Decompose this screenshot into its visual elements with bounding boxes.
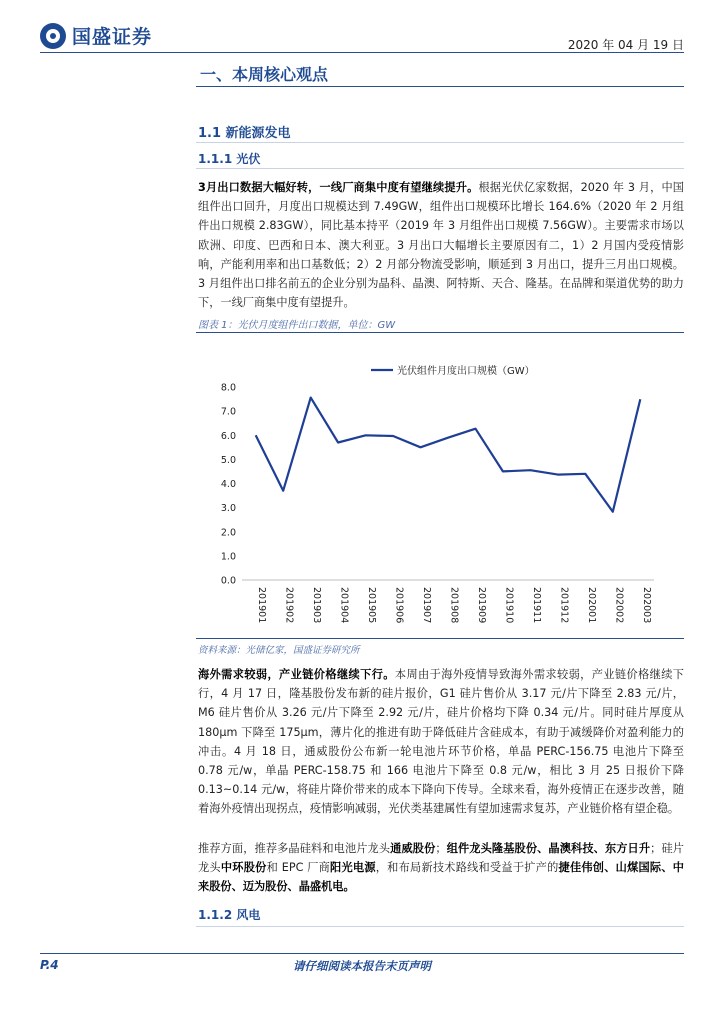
x-tick-label: 202002	[613, 587, 625, 624]
figure-source: 资料来源：光储亿家，国盛证券研究所	[198, 645, 360, 656]
x-tick-label: 201905	[366, 587, 378, 624]
y-tick-label: 3.0	[220, 503, 236, 515]
paragraph-recommendation	[198, 839, 684, 897]
y-tick-label: 8.0	[220, 382, 236, 394]
paragraph-export-body: 根据光伏亿家数据，2020 年 3 月，中国组件出口回升，月度出口规模达到 7.49GW，组件出口规模环比增长 164.6%（2020 年 2 月组件出口规模 2.83GW），同比基本持平（2019 年 3 月组件出口规模 7.56GW）。主要需求市场以欧洲、印度、巴西和日本、澳大利亚。3 月出口大幅增长主要原因有二，1）2 月国内受疫情影响，产能利用率和出口基数低；2）2 月部分物流受影响，顺延到 3 月出口，提升三月出口规模。3 月组件出口排名前五的企业分别为晶科、晶澳、阿特斯、天合、隆基。在品牌和渠道优势的助力下，一线厂商集中度有望提升。	[198, 181, 684, 310]
subsubsection-divider-wind	[196, 926, 684, 927]
x-tick-label: 201904	[338, 587, 350, 624]
rec-text-2: ；	[435, 842, 447, 855]
y-tick-label: 2.0	[220, 527, 236, 539]
subsubsection-title-pv: 1.1.1 光伏	[198, 152, 261, 166]
logo-text: 国盛证券	[72, 26, 153, 48]
report-date: 2020 年 04 月 19 日	[567, 38, 684, 52]
figure-title: 图表 1：光伏月度组件出口数据，单位：GW	[198, 320, 396, 331]
chart-legend	[371, 364, 535, 377]
y-tick-label: 4.0	[220, 479, 236, 490]
x-tick-label: 201911	[530, 587, 542, 624]
header-divider	[40, 52, 684, 53]
x-tick-label: 201906	[393, 587, 405, 624]
y-axis	[221, 383, 236, 587]
x-tick-label: 202003	[640, 587, 652, 624]
paragraph-prices	[198, 665, 684, 819]
x-tick-label: 201903	[311, 587, 323, 624]
series-line	[256, 398, 641, 512]
x-tick-label: 201901	[256, 587, 268, 624]
page-number: P.4	[40, 958, 59, 972]
paragraph-prices-body: 本周由于海外疫情导致海外需求较弱，产业链价格继续下行，4 月 17 日，隆基股份发布新的硅片报价，G1 硅片售价从 3.17 元/片下降至 2.83 元/片，M6 硅片售价从 3.26 元/片下降至 2.92 元/片，硅片价格均下降 0.34 元/片。同时硅片厚度从 180μm 下降至 175μm，薄片化的推进有助于降低硅片含硅成本，有助于减缓降价对盈利能力的冲击。4 月 18 日，通威股份公布新一轮电池片环节价格，单晶 PERC-156.75 电池片下降至 0.78 元/w，单晶 PERC-158.75 和 166 电池片下降至 0.8 元/w，相比 3 月 25 日报价下降 0.13~0.14 元/w，将硅片降价带来的成本下降向下传导。全球来看，海外疫情正在逐步改善，随着海外疫情出现拐点，疫情影响减弱，光伏类基建属性有望加速需求复苏，产业链价格有望企稳。	[198, 668, 684, 816]
y-tick-label: 1.0	[220, 551, 236, 563]
footer-disclaimer: 请仔细阅读本报告末页声明	[293, 959, 431, 973]
x-tick-label: 201910	[503, 587, 515, 624]
x-tick-label: 201908	[448, 587, 460, 624]
rec-text-5: ，和布局新技术路线和受益于扩产的	[375, 861, 559, 875]
subsection-title: 1.1 新能源发电	[198, 126, 291, 141]
subsection-divider	[196, 142, 684, 143]
rec-text-3: ；硅片龙头	[198, 842, 684, 875]
section-title-divider	[196, 86, 684, 87]
x-tick-label: 201902	[283, 587, 295, 624]
rec-stock-modules: 组件龙头隆基股份、晶澳科技、东方日升	[446, 842, 651, 855]
rec-stock-equipment: 捷佳伟创、山煤国际、中来股份、迈为股份、晶盛机电。	[198, 861, 684, 894]
x-tick-label: 202001	[585, 587, 597, 624]
x-axis	[242, 580, 654, 623]
y-tick-label: 7.0	[220, 406, 236, 418]
paragraph-export	[198, 178, 684, 312]
paragraph-export-lead: 3月出口数据大幅好转，一线厂商集中度有望继续提升。	[198, 181, 479, 194]
figure-bottom-divider	[196, 638, 684, 639]
rec-text-4: 和 EPC 厂商	[266, 861, 331, 875]
x-tick-label: 201909	[475, 587, 487, 624]
rec-stock-tongwei: 通威股份	[390, 842, 436, 855]
chart-series	[256, 398, 641, 512]
y-tick-label: 0.0	[220, 575, 236, 587]
line-chart	[196, 340, 684, 636]
rec-stock-zhonghuan: 中环股份	[220, 861, 267, 875]
subsubsection-title-wind: 1.1.2 风电	[198, 908, 261, 922]
x-tick-label: 201912	[558, 587, 570, 624]
footer-divider	[40, 953, 684, 954]
logo-icon	[40, 23, 66, 49]
rec-text-1: 推荐方面，推荐多晶硅料和电池片龙头	[198, 842, 391, 855]
figure-top-divider	[196, 332, 684, 333]
rec-stock-sungrow: 阳光电源	[330, 861, 376, 875]
legend-label: 光伏组件月度出口规模（GW）	[397, 366, 535, 377]
x-tick-label: 201907	[421, 587, 433, 624]
paragraph-prices-lead: 海外需求较弱，产业链价格继续下行。	[198, 668, 395, 681]
company-logo	[40, 22, 152, 49]
y-tick-label: 6.0	[220, 430, 236, 442]
y-tick-label: 5.0	[220, 454, 236, 466]
subsubsection-divider-pv	[196, 168, 684, 169]
section-title: 一、本周核心观点	[200, 65, 329, 84]
